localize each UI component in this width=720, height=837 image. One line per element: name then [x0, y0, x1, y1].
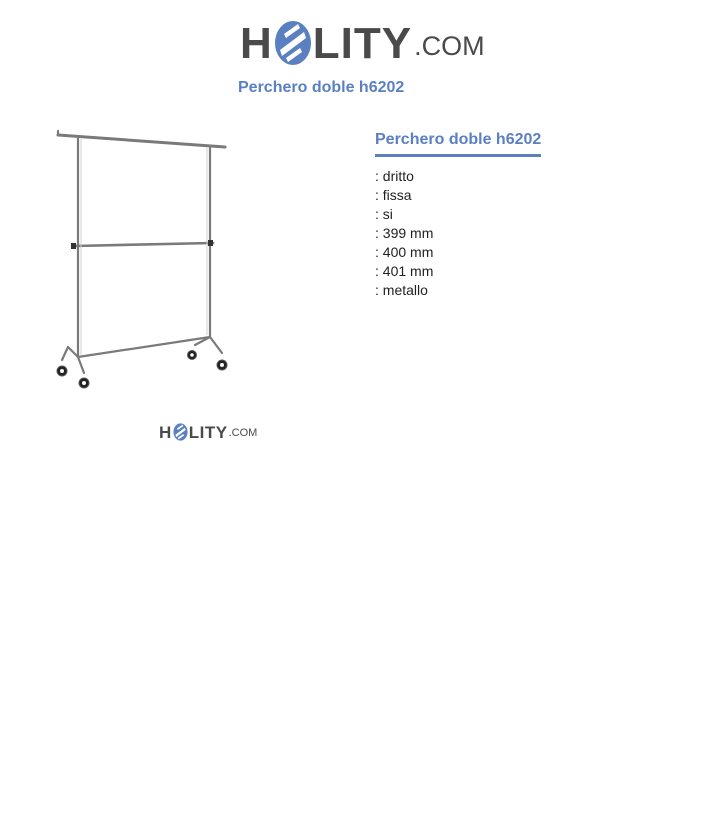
- product-title: Perchero doble h6202: [375, 131, 541, 157]
- logo-domain: .COM: [414, 31, 485, 61]
- logo-letter-h: H: [240, 19, 273, 68]
- watermark-logo: [159, 419, 257, 441]
- spec-item: : metallo: [375, 282, 428, 298]
- logo-letters-lity: LITY: [312, 19, 413, 68]
- spec-item: : si: [375, 206, 393, 222]
- spec-item: : 401 mm: [375, 263, 434, 279]
- spec-list: [375, 167, 541, 300]
- logo-o-mark-icon: [274, 20, 312, 66]
- small-logo-letter-h: H: [159, 423, 172, 442]
- product-image: [50, 125, 235, 395]
- small-logo-o-mark-icon: [173, 423, 188, 441]
- site-logo[interactable]: [240, 14, 485, 66]
- spec-item: : dritto: [375, 168, 414, 184]
- spec-item: : 400 mm: [375, 244, 434, 260]
- spec-item: : 399 mm: [375, 225, 434, 241]
- page-title: Perchero doble h6202: [238, 79, 405, 96]
- product-info: [375, 131, 541, 300]
- spec-item: : fissa: [375, 187, 412, 203]
- small-logo-letters-lity: LITY: [188, 423, 228, 442]
- small-logo-domain: .COM: [228, 427, 258, 439]
